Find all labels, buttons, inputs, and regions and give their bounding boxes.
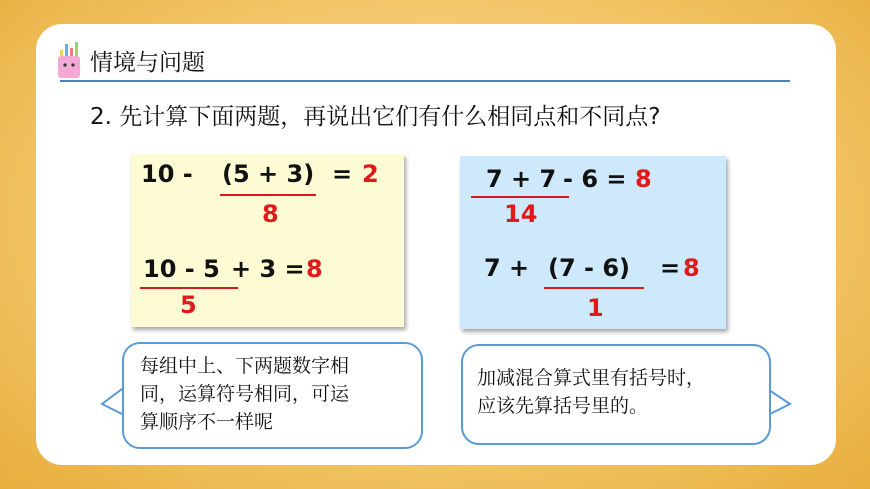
left-eq1-term: 10 -: [141, 160, 193, 188]
right-eq2-paren: (7 - 6): [548, 254, 631, 282]
left-eq1-equals: =: [332, 160, 353, 188]
section-title: 情境与问题: [90, 50, 205, 76]
right-eq1-step: 14: [504, 200, 538, 228]
right-bubble-line-2: 应该先算括号里的。: [477, 395, 649, 417]
right-eq2-step: 1: [587, 294, 604, 322]
left-eq2-expr: 10 - 5: [143, 255, 220, 283]
left-bubble-line-2: 同，运算符号相同，可运: [140, 383, 350, 405]
right-eq2-underline: [544, 287, 644, 289]
left-speech-bubble: [122, 342, 423, 449]
right-eq2-equals: =: [660, 254, 681, 282]
right-eq1-result: 8: [635, 165, 652, 193]
left-eq2-step: 5: [180, 291, 197, 319]
right-speech-bubble: [461, 344, 771, 445]
left-bubble-line-3: 算顺序不一样呢: [140, 411, 274, 433]
left-eq1-step: 8: [262, 200, 279, 228]
right-eq2-result: 8: [683, 254, 700, 282]
right-eq1-rest: - 6 =: [563, 165, 627, 193]
left-eq1-underline: [220, 194, 316, 196]
left-eq2-result: 8: [306, 255, 323, 283]
question-text: 2. 先计算下面两题，再说出它们有什么相同点和不同点?: [90, 104, 661, 130]
left-eq1-paren: (5 + 3): [222, 160, 315, 188]
right-eq2-term: 7 +: [484, 254, 530, 282]
left-bubble-line-1: 每组中上、下两题数字相: [140, 355, 350, 377]
title-divider: [60, 80, 790, 82]
left-eq2-rest: + 3 =: [231, 255, 305, 283]
left-eq1-result: 2: [362, 160, 379, 188]
right-bubble-line-1: 加减混合算式里有括号时，: [477, 367, 706, 389]
right-eq1-expr: 7 + 7: [486, 165, 557, 193]
left-eq2-underline: [140, 287, 238, 289]
right-eq1-underline: [471, 196, 569, 198]
pencil-holder-icon: [58, 40, 80, 78]
